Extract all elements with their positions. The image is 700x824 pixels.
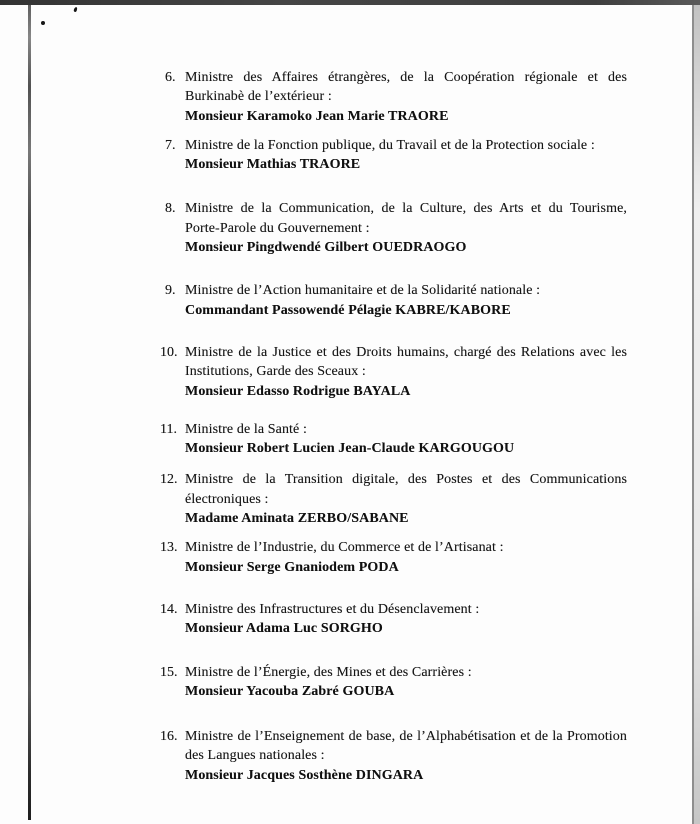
minister-name: Monsieur Pingdwendé Gilbert OUEDRAOGO [185, 240, 467, 256]
minister-list-item [160, 281, 627, 320]
minister-title-line: des Langues nationales : [185, 748, 325, 764]
item-number: 6. [165, 70, 176, 85]
minister-title [185, 68, 627, 107]
minister-name: Monsieur Edasso Rodrigue BAYALA [185, 383, 411, 399]
minister-title-line: Ministre de la Santé : [185, 421, 307, 437]
minister-title-line: Porte-Parole du Gouvernement : [185, 220, 370, 236]
scan-fold-line [28, 5, 31, 820]
minister-list-item [160, 420, 627, 459]
item-number: 14. [160, 601, 178, 617]
minister-title [185, 663, 627, 682]
minister-name: Monsieur Robert Lucien Jean-Claude KARGOUGOU [185, 441, 515, 457]
minister-title [185, 727, 627, 766]
minister-title-line: Ministre de la Fonction publique, du Travail et de la Protection sociale : [185, 137, 595, 153]
minister-title-line: Ministre de la Transition digitale, des Postes et des Communications [185, 472, 627, 488]
minister-list-item [160, 199, 627, 257]
minister-title [185, 343, 627, 382]
minister-name: Monsieur Karamoko Jean Marie TRAORE [185, 108, 449, 124]
minister-title-line: Institutions, Garde des Sceaux : [185, 364, 366, 380]
minister-list-item [160, 600, 627, 639]
minister-name: Monsieur Jacques Sosthène DINGARA [185, 767, 424, 783]
minister-title [185, 199, 627, 238]
item-number: 10. [160, 344, 178, 360]
minister-list-item [160, 343, 627, 401]
item-number: 13. [160, 540, 178, 556]
minister-title [185, 600, 627, 619]
item-number: 16. [160, 729, 178, 745]
minister-list-item [160, 136, 627, 175]
minister-name: Monsieur Yacouba Zabré GOUBA [185, 683, 395, 699]
minister-title-line: Ministre de la Communication, de la Culture, des Arts et du Tourisme, [185, 201, 627, 217]
minister-title [185, 470, 627, 509]
minister-title [185, 538, 627, 557]
minister-title-line: Ministre de l’Industrie, du Commerce et de l’Artisanat : [185, 540, 504, 556]
ink-speck [73, 7, 77, 13]
minister-title [185, 136, 627, 155]
minister-title-line: Ministre des Affaires étrangères, de la Coopération régionale et des [185, 70, 627, 85]
minister-name: Monsieur Serge Gnaniodem PODA [185, 559, 399, 575]
item-number: 9. [165, 283, 176, 299]
minister-title-line: Burkinabè de l’extérieur : [185, 89, 332, 105]
scan-top-edge-bar [0, 0, 700, 5]
minister-list-item [160, 538, 627, 577]
minister-title-line: Ministre des Infrastructures et du Désenclavement : [185, 601, 480, 617]
minister-list-item [160, 470, 627, 528]
minister-title-line: électroniques : [185, 491, 269, 507]
minister-title-line: Ministre de l’Action humanitaire et de la Solidarité nationale : [185, 283, 541, 299]
minister-list-item [160, 727, 627, 785]
item-number: 11. [160, 421, 177, 437]
item-number: 15. [160, 664, 178, 680]
ink-speck [41, 21, 45, 25]
item-number: 12. [160, 472, 178, 488]
minister-title-line: Ministre de l’Énergie, des Mines et des Carrières : [185, 664, 472, 680]
minister-name: Madame Aminata ZERBO/SABANE [185, 511, 409, 527]
minister-list-item [160, 68, 627, 126]
minister-title-line: Ministre de l’Enseignement de base, de l’Alphabétisation et de la Promotion [185, 729, 627, 745]
minister-name: Monsieur Mathias TRAORE [185, 157, 361, 173]
minister-name: Commandant Passowendé Pélagie KABRE/KABORE [185, 302, 511, 318]
minister-title-line: Ministre de la Justice et des Droits humains, chargé des Relations avec les [185, 344, 627, 360]
item-number: 8. [165, 201, 176, 217]
minister-list-item [160, 663, 627, 702]
minister-name: Monsieur Adama Luc SORGHO [185, 621, 383, 637]
item-number: 7. [165, 137, 176, 153]
minister-list [160, 68, 627, 785]
scan-right-edge-strip [694, 5, 700, 824]
minister-title [185, 281, 627, 300]
minister-title [185, 420, 627, 439]
